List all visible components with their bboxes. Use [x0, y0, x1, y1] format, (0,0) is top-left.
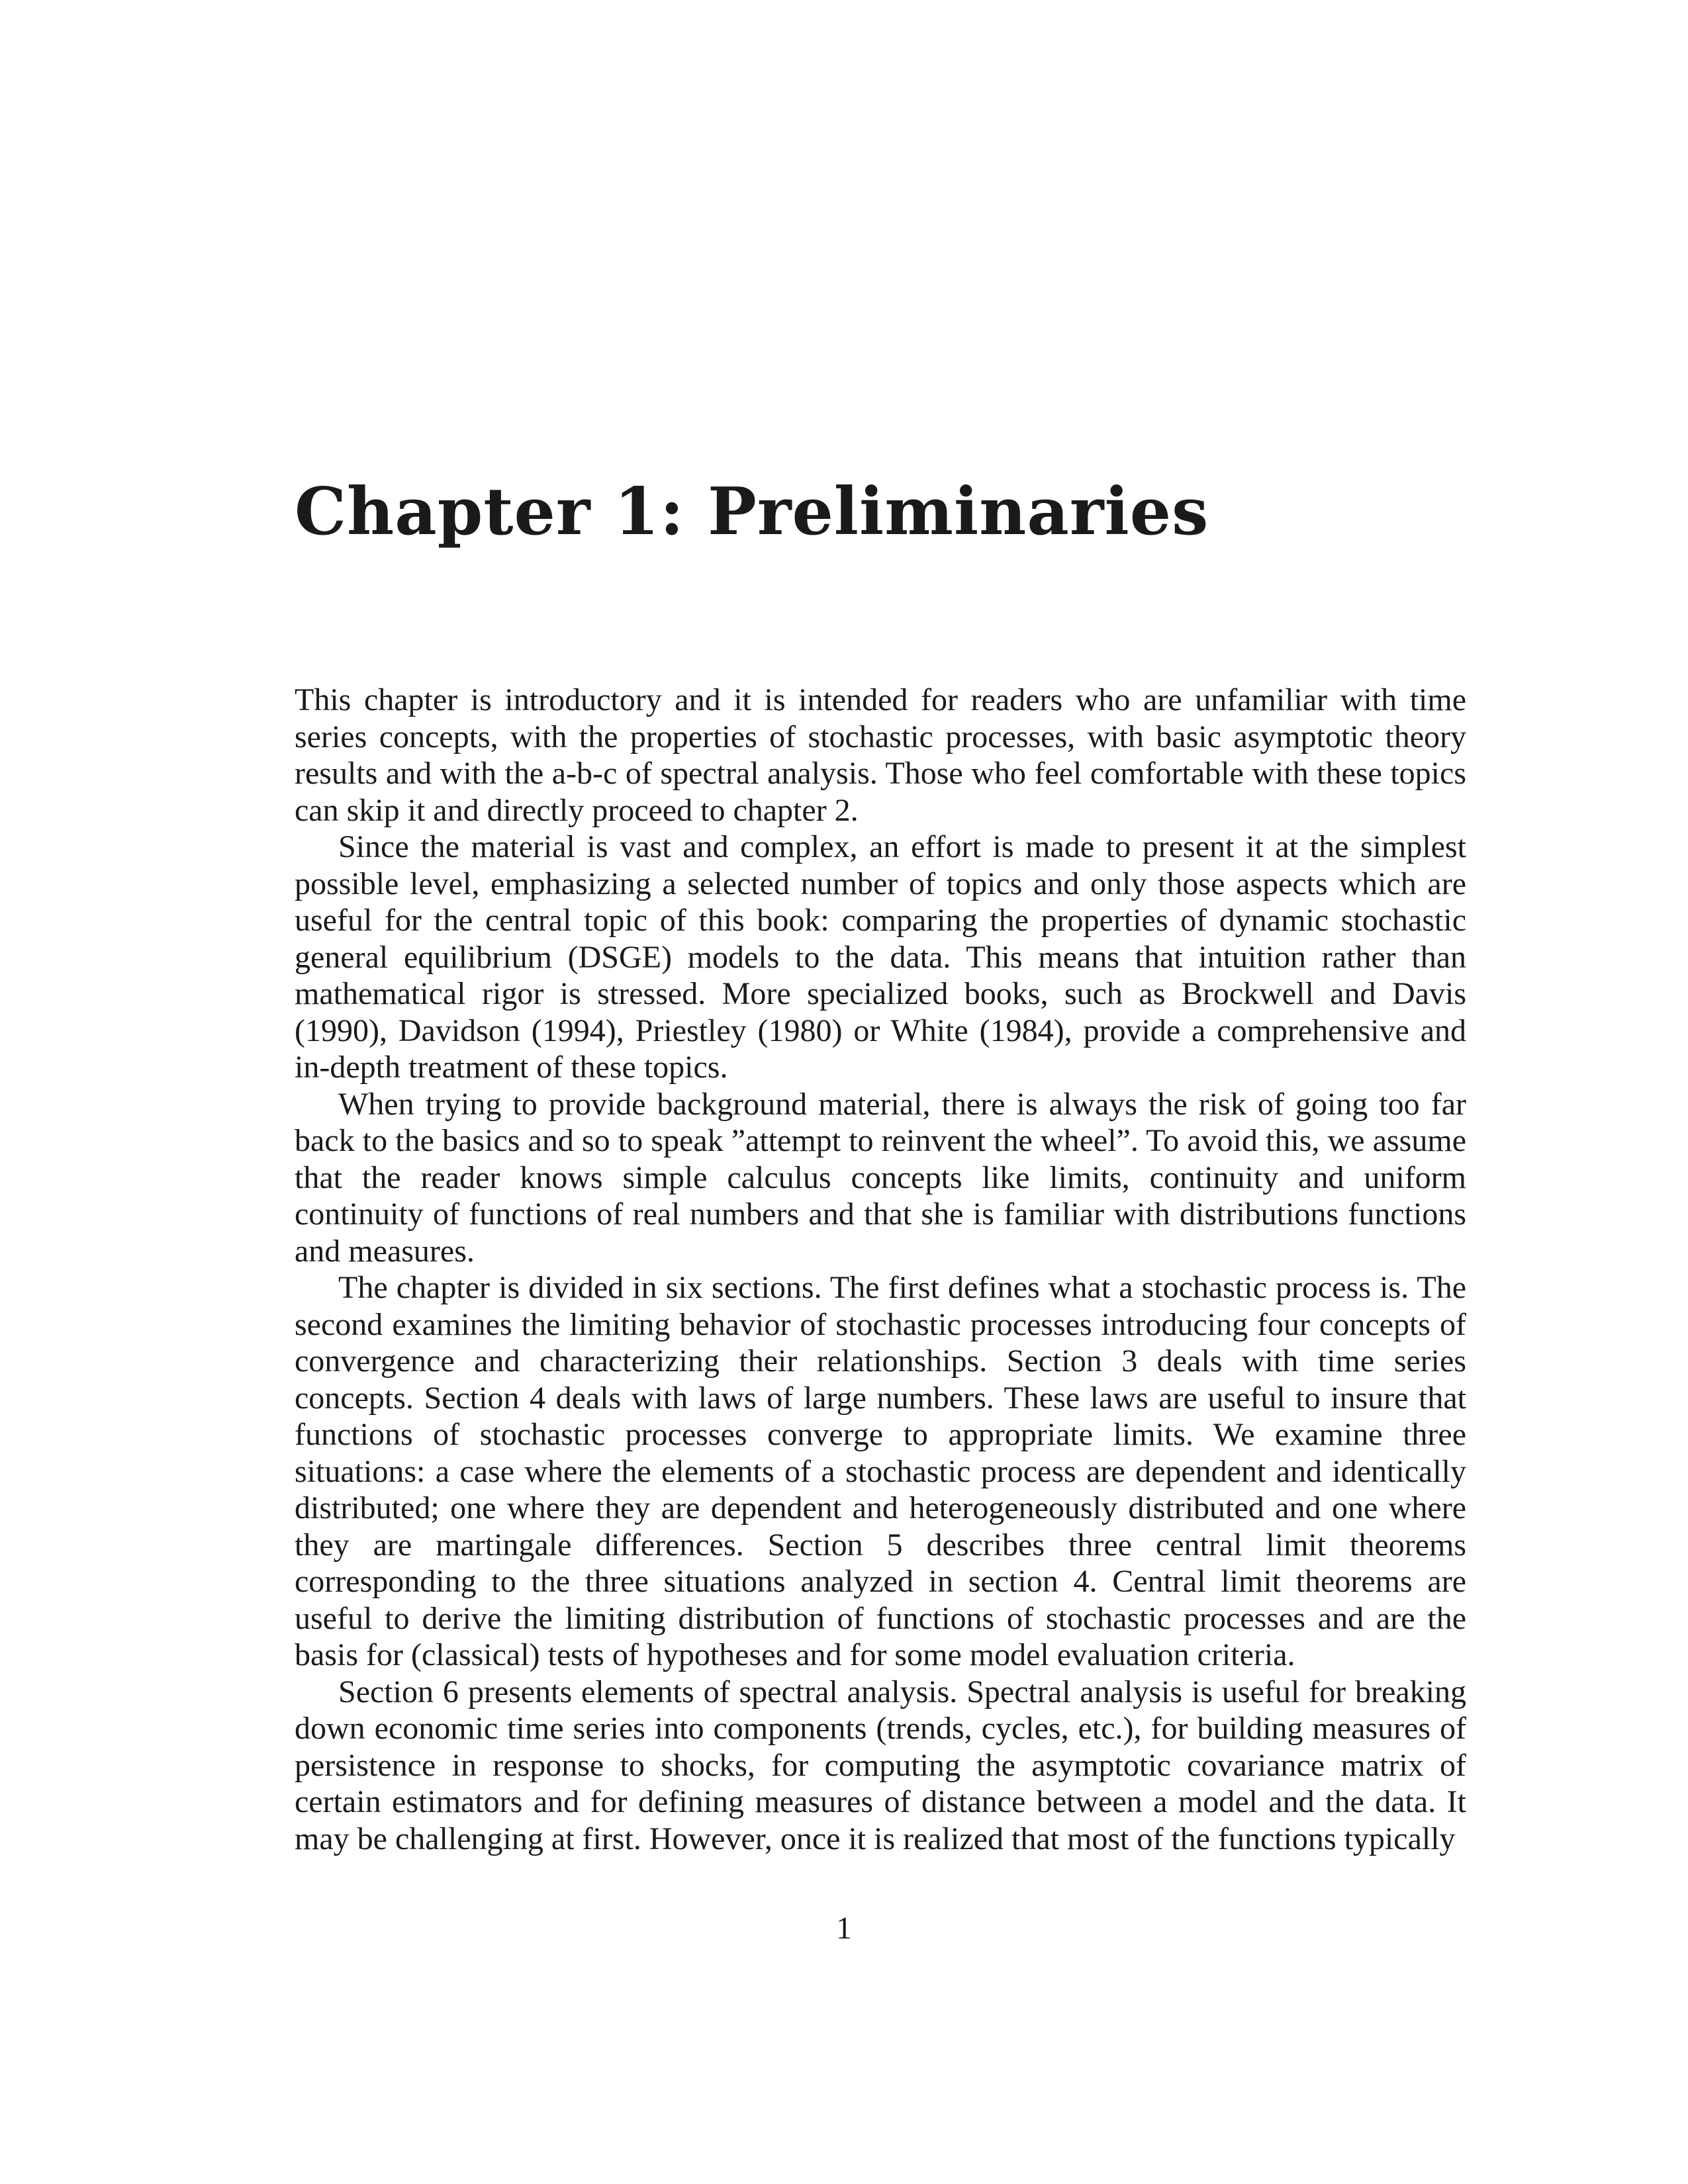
chapter-title: Chapter 1: Preliminaries — [295, 474, 1209, 550]
paragraph-outline: The chapter is divided in six sections. The first defines what a stochastic process is. The second examines the limiting behavior of stochastic processes introducing four concepts of convergence and characterizing their relationships. Section 3 deals with time series concepts. Section 4 deals with laws of large numbers. These laws are useful to insure that functions of stochastic processes converge to appropriate limits. We examine three situations: a case where the elements of a stochastic process are dependent and identically distributed; one where they are dependent and heterogeneously distributed and one where they are martingale differences. Section 5 describes three central limit theorems corresponding to the three situations analyzed in section 4. Central limit theorems are useful to derive the limiting distribution of functions of stochastic processes and are the basis for (classical) tests of hypotheses and for some model evaluation criteria. — [295, 1270, 1466, 1672]
paragraph-scope: Since the material is vast and complex, an effort is made to present it at the simplest possible level, emphasizing a selected number of topics and only those aspects which are useful for the central topic of this book: comparing the properties of dynamic stochastic general equilibrium (DSGE) models to the data. This means that intuition rather than mathematical rigor is stressed. More specialized books, such as Brockwell and Davis (1990), Davidson (1994), Priestley (1980) or White (1984), provide a comprehensive and in-depth treatment of these topics. — [295, 829, 1466, 1085]
page-number: 1 — [836, 1911, 852, 1946]
paragraph-intro: This chapter is introductory and it is intended for readers who are unfamiliar with time series concepts, with the properties of stochastic processes, with basic asymptotic theory results and with the a-b-c of spectral analysis. Those who feel comfortable with these topics can skip it and directly proceed to chapter 2. — [295, 682, 1466, 828]
paragraph-spectral: Section 6 presents elements of spectral analysis. Spectral analysis is useful for breaking down economic time series into components (trends, cycles, etc.), for building measures of persistence in response to shocks, for computing the asymptotic covariance matrix of certain estimators and for defining measures of distance between a model and the data. It may be challenging at first. However, once it is realized that most of the functions typically — [295, 1674, 1466, 1856]
paragraph-background: When trying to provide background material, there is always the risk of going too far back to the basics and so to speak ”attempt to reinvent the wheel”. To avoid this, we assume that the reader knows simple calculus concepts like limits, continuity and uniform continuity of functions of real numbers and that she is familiar with distributions functions and measures. — [295, 1086, 1466, 1269]
body-text — [295, 682, 1466, 1857]
